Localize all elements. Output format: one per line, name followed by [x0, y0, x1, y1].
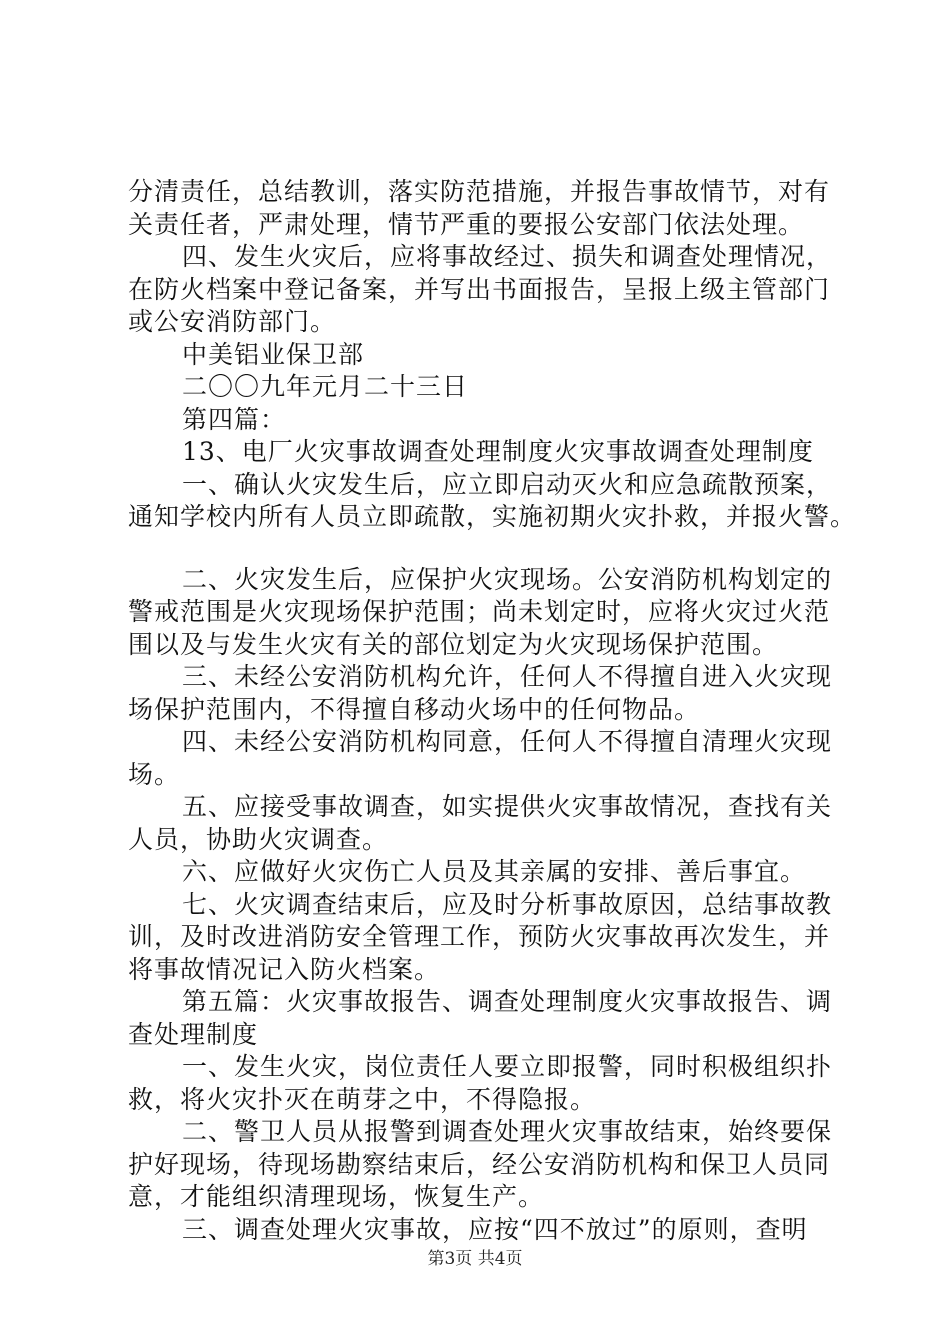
text-line: 围以及与发生火灾有关的部位划定为火灾现场保护范围。 [128, 629, 779, 659]
text-line: 二、警卫人员从报警到调查处理火灾事故结束，始终要保 [182, 1117, 833, 1146]
text-line: 一、确认火灾发生后，应立即启动灭火和应急疏散预案， [182, 469, 833, 499]
signature-org: 中美铝业保卫部 [182, 339, 365, 369]
text-line: 六、应做好火灾伤亡人员及其亲属的安排、善后事宜。 [182, 857, 807, 886]
text-line: 场。 [128, 759, 181, 789]
page-number: 第3页 共4页 [427, 1249, 523, 1269]
text-line: 分清责任，总结教训，落实防范措施，并报告事故情节，对有 [128, 177, 831, 206]
text-line: 三、调查处理火灾事故，应按“四不放过”的原则，查明 [182, 1214, 808, 1244]
text-line: 警戒范围是火灾现场保护范围；尚未划定时，应将火灾过火范 [128, 597, 831, 626]
text-line: 关责任者，严肃处理，情节严重的要报公安部门依法处理。 [128, 209, 805, 239]
text-line: 二、火灾发生后，应保护火灾现场。公安消防机构划定的 [182, 564, 833, 594]
text-line: 四、发生火灾后，应将事故经过、损失和调查处理情况， [182, 242, 833, 271]
paragraph-gap [128, 534, 858, 564]
text-line: 人员，协助火灾调查。 [128, 824, 389, 854]
text-line: 训，及时改进消防安全管理工作，预防火灾事故再次发生，并 [128, 922, 831, 951]
text-line: 通知学校内所有人员立即疏散，实施初期火灾扑救，并报火警。 [128, 502, 857, 531]
text-line: 在防火档案中登记备案，并写出书面报告，呈报上级主管部门 [128, 274, 831, 304]
section-heading: 第四篇： [182, 404, 287, 434]
text-line: 场保护范围内，不得擅自移动火场中的任何物品。 [128, 694, 701, 724]
text-line: 护好现场，待现场勘察结束后，经公安消防机构和保卫人员同 [128, 1149, 831, 1179]
text-line: 五、应接受事故调查，如实提供火灾事故情况，查找有关 [182, 792, 833, 821]
text-line: 将事故情况记入防火档案。 [128, 954, 441, 984]
text-line: 三、未经公安消防机构允许，任何人不得擅自进入火灾现 [182, 662, 833, 691]
text-line: 救，将火灾扑灭在萌芽之中，不得隐报。 [128, 1084, 597, 1114]
text-line: 四、未经公安消防机构同意，任何人不得擅自清理火灾现 [182, 727, 833, 756]
text-line: 意，才能组织清理现场，恢复生产。 [128, 1182, 545, 1211]
signature-date: 二〇〇九年元月二十三日 [182, 372, 469, 401]
text-line: 查处理制度 [128, 1019, 259, 1049]
section-title: 13、电厂火灾事故调查处理制度火灾事故调查处理制度 [182, 437, 814, 466]
text-line: 七、火灾调查结束后，应及时分析事故原因，总结事故教 [182, 889, 833, 919]
text-line: 或公安消防部门。 [128, 307, 337, 336]
section-heading: 第五篇：火灾事故报告、调查处理制度火灾事故报告、调 [182, 987, 833, 1016]
text-line: 一、发生火灾，岗位责任人要立即报警，同时积极组织扑 [182, 1052, 833, 1081]
document-body [128, 176, 858, 1246]
